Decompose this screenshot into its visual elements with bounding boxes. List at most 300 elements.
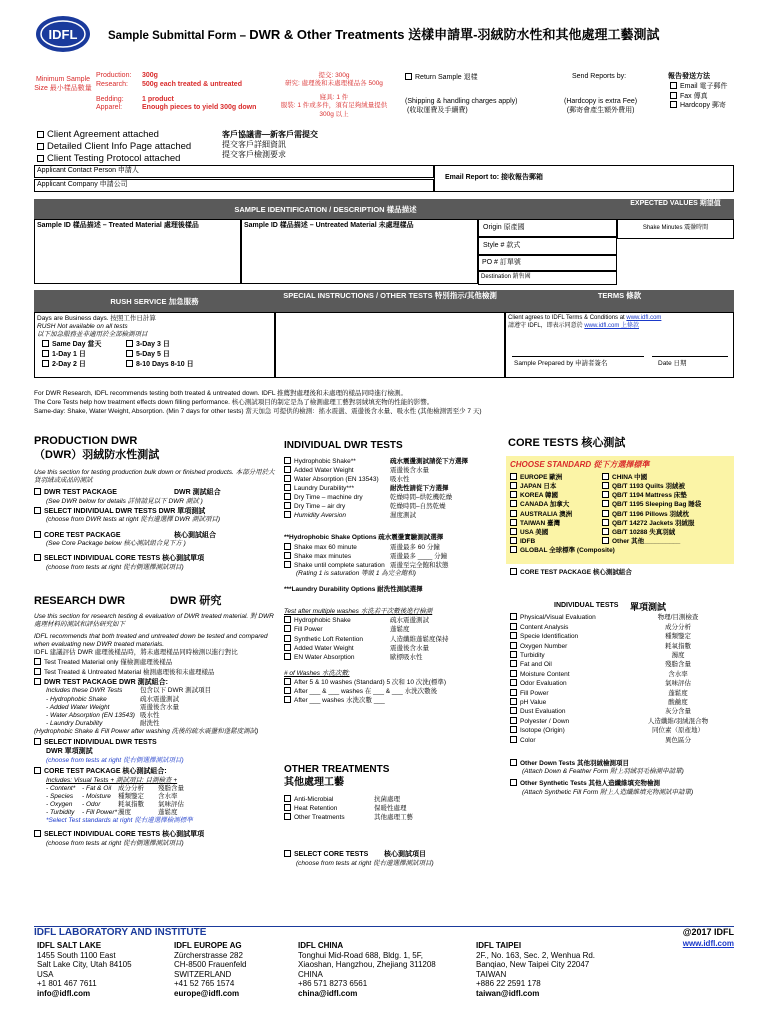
multi-wash-title: Test after multiple washes 水洗若干次數後進行檢測	[284, 608, 433, 616]
std-checkbox[interactable]	[510, 491, 517, 498]
individual-checkbox[interactable]	[284, 502, 291, 509]
fax-checkbox[interactable]	[670, 92, 677, 99]
std-option[interactable]	[510, 510, 602, 519]
std-checkbox[interactable]	[602, 491, 609, 498]
return-sample-label: Return Sample 退樣	[415, 74, 478, 81]
core-test-checkbox[interactable]	[510, 660, 517, 667]
sample-fields	[478, 219, 617, 285]
std-option[interactable]	[510, 491, 602, 500]
other-down-tests[interactable]	[510, 759, 734, 768]
core-test-en: Turbidity	[520, 651, 545, 659]
core-test-checkbox[interactable]	[510, 613, 517, 620]
origin-field[interactable]	[478, 219, 617, 237]
shake-option[interactable]	[284, 561, 500, 570]
return-note	[405, 98, 517, 116]
pkg-item-en: Includes these DWR Tests	[46, 687, 123, 695]
washes-label: After ___ & ___ washes 在 ___ & ___ 水洗次數後	[294, 688, 438, 696]
agreement-cn	[222, 130, 318, 160]
shake-title: **Hydrophobic Shake Options 疏水震盪實驗測試選擇	[284, 534, 444, 542]
core-package-option[interactable]	[510, 568, 734, 577]
core-test-checkbox[interactable]	[510, 651, 517, 658]
rush-bar: RUSH SERVICE 加急服務	[34, 290, 275, 312]
core-includes: Includes: Visual Tests + 測試項目: 目測檢查 +	[46, 776, 178, 784]
other-down-label: Other Down Tests 其他羽絨檢測項目	[520, 760, 629, 768]
core-test-checkbox[interactable]	[510, 679, 517, 686]
intro-text	[34, 390, 734, 416]
std-checkbox[interactable]	[510, 519, 517, 526]
return-sample-checkbox[interactable]	[405, 73, 412, 80]
agreement-item[interactable]	[37, 129, 191, 141]
individual-item-en: Added Water Weight	[294, 466, 354, 474]
individual-item[interactable]	[284, 502, 500, 511]
individual-item-en: Humidity Aversion	[294, 512, 347, 520]
std-checkbox[interactable]	[602, 500, 609, 507]
multi-wash-checkbox[interactable]	[284, 653, 291, 660]
production-value: 300g	[142, 72, 158, 79]
agreement-item[interactable]	[37, 153, 191, 165]
std-checkbox[interactable]	[510, 510, 517, 517]
multi-wash-cn: 震盪後含水量	[390, 644, 429, 652]
core-test-cn: 酸鹼度	[668, 699, 688, 707]
individual-item[interactable]	[284, 511, 500, 520]
date-label: Date 日期	[658, 360, 687, 367]
core-test-row[interactable]	[510, 707, 734, 716]
washes-checkbox[interactable]	[284, 696, 291, 703]
core-test-row[interactable]	[510, 679, 734, 688]
research-select-core-checkbox[interactable]	[34, 830, 41, 837]
core-test-row[interactable]	[510, 670, 734, 679]
shake-option-cn: 震盪最多 60 分鐘	[390, 543, 440, 551]
rush-option-label: 2-Day 2 日	[52, 360, 86, 368]
core-test-checkbox[interactable]	[510, 632, 517, 639]
research-pkg-cn: DWR 測試組合:	[118, 678, 168, 686]
shake-checkbox[interactable]	[284, 543, 291, 550]
other-item-cn: 抗菌處理	[374, 796, 400, 803]
cn-line-3: 寢具: 1 件	[319, 94, 349, 102]
agreement-checkbox[interactable]	[37, 131, 44, 138]
std-checkbox[interactable]	[602, 510, 609, 517]
logo-text: IDFL	[48, 27, 78, 42]
std-option[interactable]	[510, 473, 602, 482]
std-option[interactable]	[510, 537, 602, 546]
select-dwr-option[interactable]	[34, 507, 275, 517]
rush-option-label: 3-Day 3 日	[136, 341, 170, 349]
washes-title: # of Washes 水洗次數:	[284, 669, 350, 677]
cn-line-4: 服裝: 1 件或多件，須有足夠絨量提供	[280, 102, 388, 110]
rush-option-label: Same Day 當天	[52, 341, 102, 349]
multi-wash-item[interactable]	[284, 625, 500, 634]
cn-line-1: 提交: 300g	[318, 72, 350, 79]
washes-option[interactable]	[284, 696, 500, 705]
office-line: CH-8500 Frauenfeld	[174, 960, 247, 970]
washes-option[interactable]	[284, 687, 500, 696]
research-note: Use this section for research testing & evaluation of DWR treated material. 對 DWR 處理材料的測試和評估研究如下	[34, 612, 274, 628]
office-taipei	[476, 941, 595, 999]
core-test-checkbox[interactable]	[510, 717, 517, 724]
research-title-cn: DWR 研究	[170, 595, 222, 607]
hardcopy-note-cn: (郵寄會產生額外費用)	[566, 106, 635, 114]
core-test-cn: 殘脂含量	[665, 661, 691, 669]
shake-tail: (Rating 1 is saturation 等級 1 為完全飽和)	[296, 569, 416, 577]
agreement-label: Client Agreement attached	[47, 129, 159, 140]
core-package-label: CORE TEST PACKAGE 核心測試組合	[520, 569, 632, 576]
production-title: PRODUCTION DWR	[34, 435, 138, 447]
po-field[interactable]	[478, 255, 617, 271]
destination-field[interactable]	[478, 271, 617, 285]
treated-sample-field[interactable]	[34, 219, 241, 284]
std-checkbox[interactable]	[602, 528, 609, 535]
individual-item-en: Laundry Durability***	[294, 484, 354, 492]
individual-item-en: Water Absorption (EN 13543)	[294, 475, 379, 483]
core-test-checkbox[interactable]	[510, 707, 517, 714]
hardcopy-note-en: (Hardcopy is extra Fee)	[564, 98, 638, 105]
multi-wash-checkbox[interactable]	[284, 635, 291, 642]
research-core-pkg-checkbox[interactable]	[34, 767, 41, 774]
std-checkbox[interactable]	[510, 500, 517, 507]
individual-checkbox[interactable]	[284, 457, 291, 464]
contact-person-field[interactable]	[34, 165, 434, 178]
select-core-tests[interactable]	[284, 850, 500, 860]
other-item[interactable]	[284, 813, 500, 822]
core-test-row[interactable]	[510, 698, 734, 707]
research-opt-checkbox[interactable]	[34, 658, 41, 665]
multi-wash-checkbox[interactable]	[284, 625, 291, 632]
multi-wash-cn: 人造纖維蓬鬆度保持	[390, 635, 449, 643]
research-opt[interactable]	[34, 668, 275, 677]
individual-item[interactable]	[284, 475, 500, 484]
std-option[interactable]	[602, 500, 738, 509]
std-label: QB/T 1196 Pillows 羽絨枕	[612, 510, 689, 518]
core-package-note: (See Core Package below 核心測試組合見下方 )	[46, 540, 186, 548]
core-test-row[interactable]	[510, 717, 734, 726]
rush-checkbox[interactable]	[126, 350, 133, 357]
other-checkbox[interactable]	[284, 804, 291, 811]
other-title-cn: 其他處理工藝	[284, 776, 344, 788]
select-dwr-cn: DWR 單項測試	[158, 507, 206, 515]
std-label: KOREA 韓國	[520, 492, 559, 500]
core-test-checkbox[interactable]	[510, 642, 517, 649]
office-line: TAIWAN	[476, 969, 507, 979]
email-report-field[interactable]	[434, 165, 734, 192]
indiv-core-checkbox[interactable]	[34, 554, 41, 561]
multi-wash-checkbox[interactable]	[284, 644, 291, 651]
multi-wash-en: EN Water Absorption	[294, 653, 355, 661]
pkg-item-cn: 包含以下 DWR 測試項目	[140, 687, 212, 695]
other-synthetic-tests[interactable]	[510, 779, 734, 788]
shake-option[interactable]	[284, 552, 500, 561]
other-down-checkbox[interactable]	[510, 759, 517, 766]
individual-checkbox[interactable]	[284, 493, 291, 500]
company-field[interactable]	[34, 179, 434, 192]
shake-checkbox[interactable]	[284, 552, 291, 559]
individual-item-en: Dry Time – machine dry	[294, 494, 363, 501]
office-line: CHINA	[298, 969, 323, 979]
research-select-dwr-note: (choose from tests at right 從右側選擇測試項目)	[46, 756, 184, 764]
rush-option[interactable]	[42, 350, 126, 360]
std-option[interactable]	[506, 546, 734, 555]
dwr-package-label: DWR TEST PACKAGE	[44, 488, 117, 496]
research-core-pkg[interactable]	[34, 767, 275, 777]
std-option[interactable]	[510, 519, 602, 528]
report-method-hardcopy[interactable]	[670, 101, 727, 111]
dwr-package-checkbox[interactable]	[34, 488, 41, 495]
office-line: 1455 South 1100 East	[37, 950, 116, 960]
core-item-cn: 濁度	[118, 809, 131, 816]
office-email[interactable]: taiwan@idfl.com	[476, 988, 540, 998]
multi-wash-cn: 蓬鬆度	[390, 626, 410, 634]
std-option[interactable]	[602, 491, 738, 500]
core-test-row[interactable]	[510, 726, 734, 735]
individual-item[interactable]	[284, 484, 500, 493]
other-synthetic-checkbox[interactable]	[510, 779, 517, 786]
rush-checkbox[interactable]	[42, 340, 49, 347]
agreement-checkbox[interactable]	[37, 155, 44, 162]
style-label: Style # 款式	[483, 242, 521, 249]
individual-item[interactable]	[284, 466, 500, 475]
select-dwr-checkbox[interactable]	[34, 507, 41, 514]
core-test-row[interactable]	[510, 736, 734, 745]
individual-item[interactable]	[284, 493, 500, 502]
indiv-tests-cn: 單項測試	[630, 602, 667, 612]
std-checkbox[interactable]	[602, 519, 609, 526]
rush-option[interactable]	[126, 360, 226, 370]
multi-wash-item[interactable]	[284, 635, 500, 644]
untreated-label: Sample ID 樣品描述 – Untreated Material 未處理樣品	[244, 222, 414, 229]
date-line[interactable]	[652, 356, 728, 357]
core-test-cn: 人造纖維/羽絨混合物	[647, 717, 709, 725]
core-test-row[interactable]	[510, 651, 734, 660]
core-test-checkbox[interactable]	[510, 726, 517, 733]
core-package-option[interactable]	[34, 531, 275, 541]
individual-checkbox[interactable]	[284, 511, 291, 518]
research-opt-checkbox[interactable]	[34, 668, 41, 675]
rush-option[interactable]	[126, 340, 226, 350]
core-test-row[interactable]	[510, 613, 734, 622]
rush-checkbox[interactable]	[126, 340, 133, 347]
agreement-cn-item: 提交客戶檢測要求	[222, 150, 286, 159]
minimum-sample-label: Minimum Sample Size 最小樣品數量	[34, 76, 92, 92]
multi-wash-item[interactable]	[284, 616, 500, 625]
research-select-core[interactable]	[34, 830, 275, 840]
cn-line-2: 研究: 處理後和未處理樣品各 500g	[285, 80, 383, 88]
multi-wash-checkbox[interactable]	[284, 616, 291, 623]
std-checkbox[interactable]	[510, 528, 517, 535]
page-title	[108, 27, 659, 43]
core-test-cn: 灰分含量	[665, 708, 691, 716]
return-sample-option[interactable]	[405, 73, 478, 83]
other-synthetic-label: Other Synthetic Tests 其他人造纖維填充物檢測	[520, 780, 661, 788]
report-method-email[interactable]	[670, 82, 727, 92]
core-package-label: CORE TEST PACKAGE	[44, 531, 121, 539]
std-checkbox[interactable]	[602, 473, 609, 480]
std-option[interactable]	[602, 510, 738, 519]
std-label: GB/T 10288 失真羽絨	[612, 528, 676, 536]
core-test-row[interactable]	[510, 642, 734, 651]
std-checkbox[interactable]	[510, 482, 517, 489]
core-package-checkbox[interactable]	[34, 531, 41, 538]
send-reports-label: Send Reports by:	[572, 73, 627, 80]
other-item[interactable]	[284, 795, 500, 804]
research-select-dwr[interactable]	[34, 738, 275, 748]
core-star-note: *Select Test standards at right 從右邊選擇檢測標準	[46, 817, 193, 825]
std-option[interactable]	[602, 528, 738, 537]
core-test-row[interactable]	[510, 623, 734, 632]
core-item: - Moisture	[82, 792, 111, 800]
std-label: QB/T 14272 Jackets 羽絨服	[612, 519, 695, 527]
terms-cn-link[interactable]: www.idfl.com 上條款	[584, 322, 640, 329]
shake-checkbox[interactable]	[284, 561, 291, 568]
core-test-checkbox[interactable]	[510, 689, 517, 696]
washes-checkbox[interactable]	[284, 687, 291, 694]
individual-checkbox[interactable]	[284, 466, 291, 473]
research-opt[interactable]	[34, 658, 275, 667]
core-test-cn: 耗氧指數	[665, 642, 691, 650]
report-method-fax[interactable]	[670, 92, 727, 102]
other-checkbox[interactable]	[284, 813, 291, 820]
core-title: CORE TESTS 核心測試	[508, 437, 626, 449]
individual-checkbox[interactable]	[284, 475, 291, 482]
style-field[interactable]	[478, 237, 617, 255]
individual-item-cn: 濕度測試	[390, 512, 416, 520]
research-label: Research:	[96, 80, 128, 88]
std-checkbox[interactable]	[510, 546, 517, 553]
email-checkbox[interactable]	[670, 82, 677, 89]
core-test-cn: 物理/目測檢查	[657, 614, 699, 622]
core-item-cn: 殘脂含量	[158, 784, 184, 792]
origin-label: Origin 原產國	[483, 224, 525, 231]
office-email[interactable]: europe@idfl.com	[174, 988, 240, 998]
std-option[interactable]	[602, 537, 738, 546]
other-item-en: Anti-Microbial	[294, 796, 334, 803]
core-package-checkbox[interactable]	[510, 568, 517, 575]
research-pkg-checkbox[interactable]	[34, 678, 41, 685]
core-test-checkbox[interactable]	[510, 623, 517, 630]
research-core-pkg-label: CORE TEST PACKAGE 核心測試組合:	[44, 767, 167, 775]
std-option[interactable]	[510, 482, 602, 491]
pkg-item-cn: 震盪後含水量	[140, 703, 179, 711]
agreement-item[interactable]	[37, 141, 191, 153]
shake-options	[284, 543, 500, 570]
std-label: AUSTRALIA 澳洲	[520, 510, 573, 518]
special-instructions-field[interactable]	[275, 312, 505, 378]
multi-wash-cn: 歐標吸水性	[390, 653, 423, 661]
office-name: IDFL TAIPEI	[476, 941, 522, 950]
washes-checkbox[interactable]	[284, 678, 291, 685]
rush-option[interactable]	[42, 340, 126, 350]
terms-link[interactable]: www.idfl.com	[626, 315, 662, 321]
core-test-cn: 種類鑒定	[665, 633, 691, 641]
terms-box	[505, 312, 734, 378]
return-note-en: (Shipping & handling charges apply)	[405, 98, 518, 105]
rush-option-label: 5-Day 5 日	[136, 351, 170, 359]
select-core-note: (choose from tests at right 從右邊選擇測試項目)	[296, 860, 434, 868]
shake-minutes-field[interactable]	[617, 219, 734, 239]
std-label: QB/T 1194 Mattress 床墊	[612, 492, 687, 500]
other-synthetic-note: (Attach Synthetic Fill Form 附上人造纖維填充物測試申請單)	[522, 788, 694, 796]
shake-option-en: Shake max 60 minute	[294, 543, 357, 551]
rush-checkbox[interactable]	[42, 350, 49, 357]
rush-checkbox[interactable]	[42, 360, 49, 367]
choose-standard-title: CHOOSE STANDARD 從下方選擇標準	[510, 460, 650, 469]
multi-wash-item[interactable]	[284, 653, 500, 662]
std-label: QB/T 1195 Sleeping Bag 睡袋	[612, 501, 702, 509]
rush-checkbox[interactable]	[126, 360, 133, 367]
core-test-row[interactable]	[510, 660, 734, 669]
core-test-en: Specie Identification	[520, 633, 579, 641]
multi-wash-item[interactable]	[284, 644, 500, 653]
core-test-row[interactable]	[510, 689, 734, 698]
core-test-checkbox[interactable]	[510, 698, 517, 705]
rush-option[interactable]	[42, 360, 126, 370]
pkg-item-en: - Laundry Durability	[46, 719, 103, 727]
std-checkbox[interactable]	[510, 537, 517, 544]
footer-website-link[interactable]: www.idfl.com	[682, 939, 734, 948]
std-option[interactable]	[510, 500, 602, 509]
core-item: - Odor	[82, 800, 101, 808]
core-test-en: Physical/Visual Evaluation	[520, 614, 596, 622]
office-email[interactable]: info@idfl.com	[37, 988, 91, 998]
std-option[interactable]	[602, 519, 738, 528]
signature-line[interactable]	[512, 356, 644, 357]
individual-item[interactable]	[284, 457, 500, 466]
rush-days-note: Days are Business days. 按照工作日計算	[37, 315, 156, 322]
std-checkbox[interactable]	[602, 482, 609, 489]
std-checkbox[interactable]	[510, 473, 517, 480]
office-line: +1 801 467 7611	[37, 979, 97, 989]
office-name: IDFL CHINA	[298, 941, 344, 950]
research-select-core-label: SELECT INDIVIDUAL CORE TESTS 核心測試單項	[44, 831, 205, 839]
office-email[interactable]: china@idfl.com	[298, 988, 358, 998]
core-item: - Content*	[46, 784, 76, 792]
individual-checkbox[interactable]	[284, 484, 291, 491]
rush-option[interactable]	[126, 350, 226, 360]
std-checkbox[interactable]	[602, 537, 609, 544]
research-pkg-option[interactable]	[34, 678, 275, 688]
core-test-cn: 成分分析	[665, 623, 691, 631]
office-line: +86 571 8273 6561	[298, 979, 368, 989]
idfl-logo	[34, 14, 92, 54]
indiv-core-option[interactable]	[34, 554, 275, 564]
office-salt-lake	[37, 941, 132, 999]
untreated-sample-field[interactable]	[241, 219, 478, 284]
dwr-package-option[interactable]	[34, 488, 275, 498]
washes-label: After 5 & 10 washes (Standard) 5 次和 10 次洗(標準)	[294, 679, 447, 686]
core-test-en: Oxygen Number	[520, 642, 568, 650]
standard-chooser	[506, 456, 734, 564]
hardcopy-checkbox[interactable]	[670, 101, 677, 108]
std-option[interactable]	[510, 528, 602, 537]
std-option[interactable]	[602, 482, 738, 491]
washes-option[interactable]	[284, 678, 500, 687]
other-item[interactable]	[284, 804, 500, 813]
agreement-checkbox[interactable]	[37, 143, 44, 150]
research-select-dwr-checkbox[interactable]	[34, 738, 41, 745]
std-option[interactable]	[602, 473, 738, 482]
dwr-package-note: (See DWR below for details 詳情請見以下 DWR 測試 )	[46, 497, 203, 505]
office-europe	[174, 941, 246, 999]
core-test-row[interactable]	[510, 632, 734, 641]
select-core-label: SELECT CORE TESTS	[294, 851, 369, 859]
other-checkbox[interactable]	[284, 795, 291, 802]
core-test-checkbox[interactable]	[510, 670, 517, 677]
individual-item-cn: 震盪後含水量	[390, 466, 429, 474]
email-label: Email 電子郵件	[680, 82, 728, 90]
office-line: USA	[37, 969, 54, 979]
shake-option[interactable]	[284, 543, 500, 552]
select-core-checkbox[interactable]	[284, 850, 291, 857]
core-test-checkbox[interactable]	[510, 736, 517, 743]
footer-copyright: @2017 IDFL	[682, 927, 734, 937]
